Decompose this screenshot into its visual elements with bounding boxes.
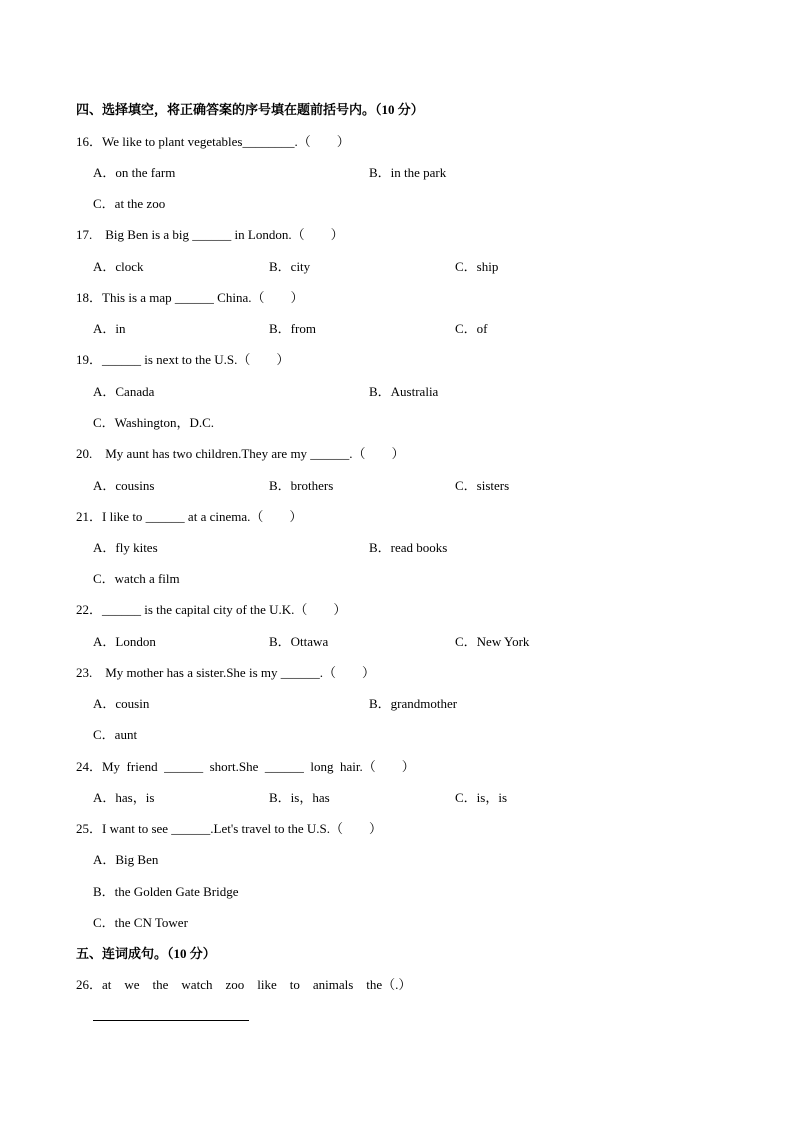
- option-letter: C．: [455, 321, 477, 336]
- option-letter: C．: [455, 790, 477, 805]
- section-4-title: 四、选择填空，将正确答案的序号填在题前括号内。（10 分）: [76, 102, 424, 117]
- question-17-option-c[interactable]: [455, 259, 498, 275]
- option-letter: A．: [93, 540, 116, 555]
- option-text: aunt: [114, 727, 138, 742]
- option-text: from: [290, 321, 316, 336]
- question-22-option-c[interactable]: [455, 634, 529, 650]
- option-text: Big Ben: [115, 852, 159, 867]
- option-text: brothers: [290, 478, 334, 493]
- question-16-stem: 16．We like to plant vegetables________.（ ）: [76, 134, 350, 149]
- question-21-option-c[interactable]: [93, 571, 180, 587]
- answer-blank-line[interactable]: [93, 1020, 249, 1021]
- option-letter: A．: [93, 384, 116, 399]
- option-letter: A．: [93, 852, 116, 867]
- option-text: is，is: [476, 790, 508, 805]
- option-letter: B．: [369, 384, 391, 399]
- option-letter: C．: [93, 196, 115, 211]
- question-19-option-c[interactable]: [93, 415, 214, 431]
- option-letter: C．: [455, 634, 477, 649]
- question-20-option-a[interactable]: [93, 478, 154, 494]
- option-letter: B．: [369, 540, 391, 555]
- option-text: in: [115, 321, 126, 336]
- question-17-option-a[interactable]: [93, 259, 144, 275]
- question-24-option-a[interactable]: [93, 790, 154, 806]
- option-text: London: [115, 634, 156, 649]
- question-26-stem: 26．at we the watch zoo like to animals the（.）: [76, 977, 412, 992]
- question-25-stem: 25．I want to see ______.Let's travel to the U.S.（ ）: [76, 821, 382, 836]
- question-17-option-b[interactable]: [269, 259, 310, 275]
- option-text: at the zoo: [114, 196, 166, 211]
- question-23-option-b[interactable]: [369, 696, 457, 712]
- option-letter: A．: [93, 321, 116, 336]
- option-text: cousin: [115, 696, 150, 711]
- option-text: read books: [390, 540, 448, 555]
- option-letter: B．: [93, 884, 115, 899]
- option-text: ship: [476, 259, 499, 274]
- option-letter: A．: [93, 634, 116, 649]
- option-text: city: [290, 259, 311, 274]
- question-18-option-c[interactable]: [455, 321, 488, 337]
- option-text: Washington，D.C.: [114, 415, 215, 430]
- question-23-option-c[interactable]: [93, 727, 137, 743]
- question-18-stem: 18．This is a map ______ China.（ ）: [76, 290, 304, 305]
- question-24-option-b[interactable]: [269, 790, 330, 806]
- question-22-option-a[interactable]: [93, 634, 156, 650]
- question-22-stem: 22．______ is the capital city of the U.K.（ ）: [76, 602, 347, 617]
- option-letter: C．: [455, 478, 477, 493]
- question-21-stem: 21．I like to ______ at a cinema.（ ）: [76, 509, 303, 524]
- option-text: clock: [115, 259, 144, 274]
- option-text: New York: [476, 634, 530, 649]
- option-letter: B．: [269, 634, 291, 649]
- question-24-option-c[interactable]: [455, 790, 507, 806]
- option-letter: A．: [93, 259, 116, 274]
- option-letter: B．: [269, 790, 291, 805]
- option-letter: B．: [269, 478, 291, 493]
- option-text: on the farm: [115, 165, 176, 180]
- question-20-stem: 20. My aunt has two children.They are my ______.（ ）: [76, 446, 405, 461]
- option-letter: C．: [455, 259, 477, 274]
- option-text: has，is: [115, 790, 155, 805]
- option-letter: A．: [93, 790, 116, 805]
- option-letter: B．: [269, 321, 291, 336]
- question-25-option-b[interactable]: [93, 884, 239, 900]
- option-letter: C．: [93, 915, 115, 930]
- option-text: watch a film: [114, 571, 180, 586]
- question-21-option-b[interactable]: [369, 540, 447, 556]
- question-19-option-b[interactable]: [369, 384, 438, 400]
- option-text: the Golden Gate Bridge: [114, 884, 239, 899]
- option-text: Ottawa: [290, 634, 329, 649]
- option-text: cousins: [115, 478, 155, 493]
- option-text: in the park: [390, 165, 447, 180]
- question-25-option-a[interactable]: [93, 852, 158, 868]
- option-text: sisters: [476, 478, 510, 493]
- option-text: of: [476, 321, 488, 336]
- option-letter: C．: [93, 415, 115, 430]
- question-20-option-b[interactable]: [269, 478, 333, 494]
- question-24-stem: 24．My friend ______ short.She ______ long hair.（ ）: [76, 759, 415, 774]
- option-text: Australia: [390, 384, 439, 399]
- section-5-title: 五、连词成句。（10 分）: [76, 946, 216, 961]
- question-16-option-c[interactable]: [93, 196, 165, 212]
- question-23-option-a[interactable]: [93, 696, 149, 712]
- option-letter: A．: [93, 165, 116, 180]
- question-21-option-a[interactable]: [93, 540, 158, 556]
- option-text: grandmother: [390, 696, 458, 711]
- question-25-option-c[interactable]: [93, 915, 188, 931]
- question-16-option-b[interactable]: [369, 165, 446, 181]
- option-letter: A．: [93, 478, 116, 493]
- option-text: is，has: [290, 790, 330, 805]
- option-letter: B．: [269, 259, 291, 274]
- question-20-option-c[interactable]: [455, 478, 509, 494]
- option-text: the CN Tower: [114, 915, 188, 930]
- question-23-stem: 23. My mother has a sister.She is my ______.（ ）: [76, 665, 375, 680]
- option-text: fly kites: [115, 540, 158, 555]
- question-17-stem: 17. Big Ben is a big ______ in London.（ ）: [76, 227, 344, 242]
- option-letter: B．: [369, 165, 391, 180]
- option-letter: C．: [93, 571, 115, 586]
- question-18-option-b[interactable]: [269, 321, 316, 337]
- question-19-option-a[interactable]: [93, 384, 154, 400]
- option-letter: A．: [93, 696, 116, 711]
- option-letter: C．: [93, 727, 115, 742]
- question-22-option-b[interactable]: [269, 634, 328, 650]
- option-letter: B．: [369, 696, 391, 711]
- question-16-option-a[interactable]: [93, 165, 175, 181]
- option-text: Canada: [115, 384, 155, 399]
- question-19-stem: 19．______ is next to the U.S.（ ）: [76, 352, 290, 367]
- question-18-option-a[interactable]: [93, 321, 126, 337]
